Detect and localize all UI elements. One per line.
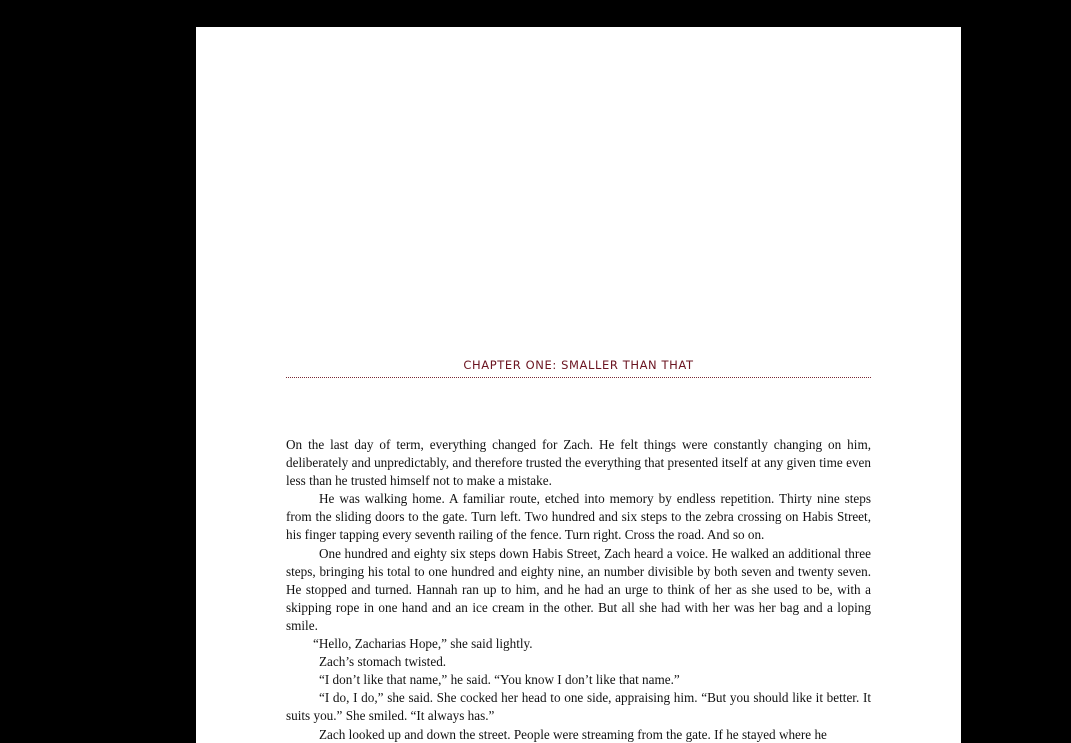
paragraph: Zach’s stomach twisted. — [319, 654, 447, 670]
paragraph: On the last day of term, everything changed for Zach. He felt things were constantly changing on him, deliberately and unpredictably, and therefore trusted the everything that presented itself at any given time even less than he trusted himself not to make a mistake. — [286, 437, 871, 489]
document-page — [196, 27, 961, 743]
paragraph: “I don’t like that name,” he said. “You know I don’t like that name.” — [319, 672, 680, 688]
chapter-divider — [286, 377, 871, 378]
paragraph: “I do, I do,” she said. She cocked her head to one side, appraising him. “But you should like it better. It suits you.” She smiled. “It always has.” — [286, 690, 871, 724]
paragraph: One hundred and eighty six steps down Habis Street, Zach heard a voice. He walked an additional three steps, bringing his total to one hundred and eighty nine, an number divisible by both seven and twenty seven. He stopped and turned. Hannah ran up to him, and he had an urge to think of her as she used to be, with a skipping rope in one hand and an ice cream in the other. But all she had with her was her bag and a loping smile. — [286, 545, 871, 633]
paragraph: He was walking home. A familiar route, etched into memory by endless repetition. Thirty nine steps from the sliding doors to the gate. Turn left. Two hundred and six steps to the zebra crossing on Habis Street, his finger tapping every seventh railing of the fence. Turn right. Cross the road. And so on. — [286, 491, 871, 543]
chapter-title: CHAPTER ONE: SMALLER THAN THAT — [463, 358, 694, 372]
paragraph: Zach looked up and down the street. People were streaming from the gate. If he stayed where he — [319, 726, 827, 742]
paragraph: “Hello, Zacharias Hope,” she said lightly. — [313, 636, 533, 652]
chapter-body — [286, 436, 871, 743]
